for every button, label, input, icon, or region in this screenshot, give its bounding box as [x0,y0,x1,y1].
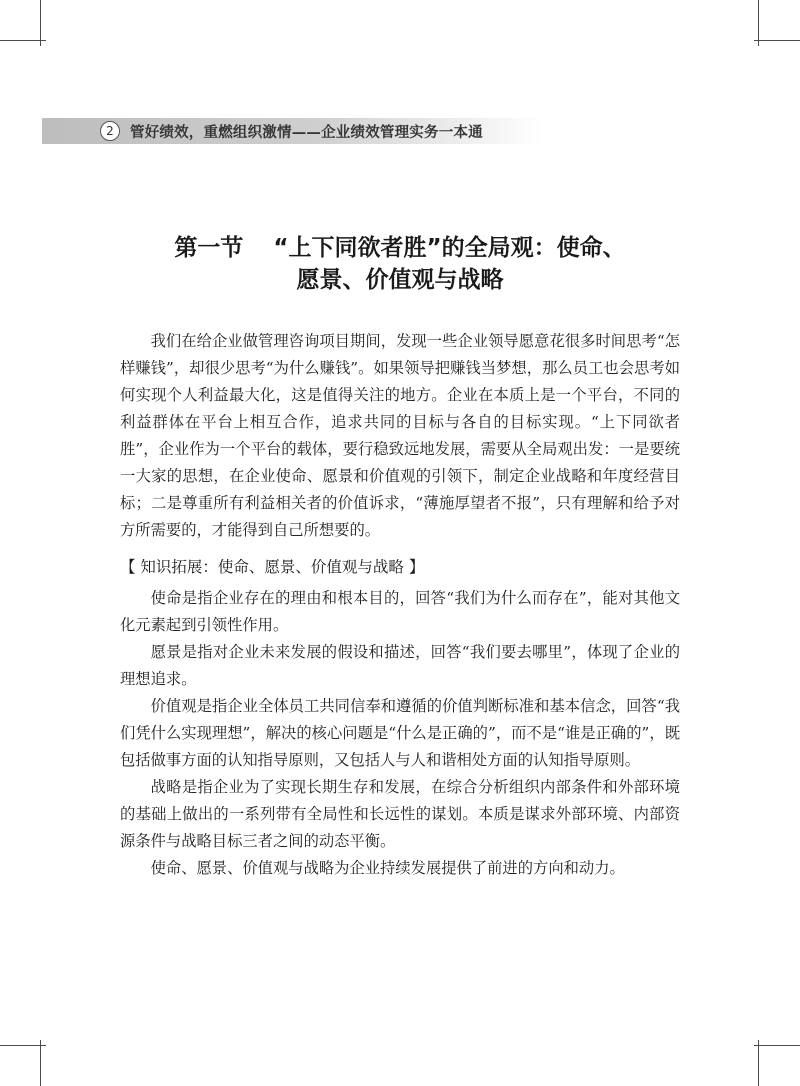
knowledge-extension-heading: 【 知识拓展：使命、愿景、价值观与战略 】 [120,558,425,576]
page-number: 2 [100,121,120,141]
section-heading [150,232,650,296]
section-heading-line-2: 愿景、价值观与战略 [296,267,504,293]
crop-mark [40,1040,41,1086]
values-paragraph: 价值观是指企业全体员工共同信奉和遵循的价值判断标准和基本信念，回答“我们凭什么实现理想”，解决的核心问题是“什么是正确的”，而不是“谁是正确的”，既包括做事方面的认知指导原则，又包括人与人和谐相处方面的认知指导原则。 [120,697,680,769]
crop-mark [0,40,46,41]
section-heading-line-1 [150,232,650,264]
crop-mark [758,1040,759,1086]
running-header [42,118,542,144]
body-content [120,328,680,882]
intro-paragraph: 我们在给企业做管理咨询项目期间，发现一些企业领导愿意花很多时间思考“怎样赚钱”，却很少思考“为什么赚钱”。如果领导把赚钱当梦想，那么员工也会思考如何实现个人利益最大化，这是值得关注的地方。企业在本质上是一个平台，不同的利益群体在平台上相互合作，追求共同的目标与各自的目标实现。“上下同欲者胜”，企业作为一个平台的载体，要行稳致远地发展，需要从全局观出发：一是要统一大家的思想，在企业使命、愿景和价值观的引领下，制定企业战略和年度经营目标；二是尊重所有利益相关者的价值诉求，“薄施厚望者不报”，只有理解和给予对方所需要的，才能得到自己所想要的。 [120,332,680,539]
book-title: 管好绩效，重燃组织激情——企业绩效管理实务一本通 [130,124,483,141]
crop-mark [754,40,800,41]
summary-paragraph: 使命、愿景、价值观与战略为企业持续发展提供了前进的方向和动力。 [150,859,625,877]
mission-paragraph: 使命是指企业存在的理由和根本目的，回答“我们为什么而存在”，能对其他文化元素起到引领性作用。 [120,589,680,634]
section-title-part-1: “上下同欲者胜”的全局观：使命、 [273,235,626,261]
vision-paragraph: 愿景是指对企业未来发展的假设和描述，回答“我们要去哪里”，体现了企业的理想追求。 [120,643,680,688]
strategy-paragraph: 战略是指企业为了实现长期生存和发展，在综合分析组织内部条件和外部环境的基础上做出的一系列带有全局性和长远性的谋划。本质是谋求外部环境、内部资源条件与战略目标三者之间的动态平衡。 [120,778,680,850]
section-number: 第一节 [174,235,244,261]
crop-mark [0,1045,46,1046]
crop-mark [754,1045,800,1046]
